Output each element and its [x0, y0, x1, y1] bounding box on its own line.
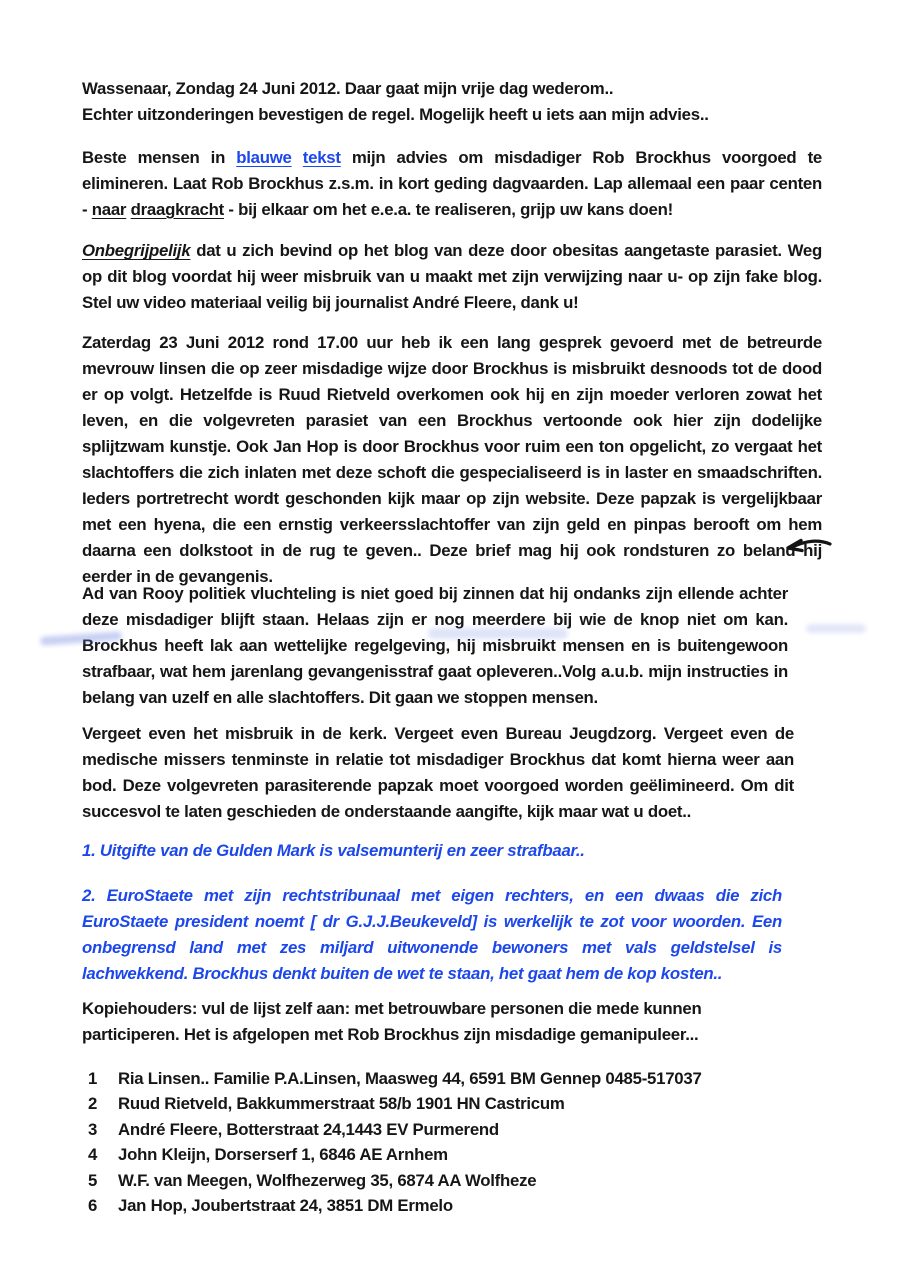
recipient-list — [82, 1066, 822, 1218]
blue-underlined-word-tekst: tekst — [302, 148, 341, 167]
recipient-number: 3 — [88, 1119, 98, 1139]
list-item — [82, 1117, 822, 1142]
list-item — [82, 1168, 822, 1193]
handwritten-left-arrow-icon — [781, 534, 833, 564]
scan-artifact — [806, 624, 866, 633]
underlined-word-draagkracht: draagkracht — [130, 200, 224, 219]
blue-underlined-word-blauwe: blauwe — [236, 148, 292, 167]
underlined-word-naar: naar — [91, 200, 127, 219]
intro-line-text: Echter uitzonderingen bevestigen de regel. Mogelijk heeft u iets aan mijn advies.. — [82, 105, 709, 124]
paragraph-vergeet: Vergeet even het misbruik in de kerk. Vergeet even Bureau Jeugdzorg. Vergeet even de medische missers tenminste in relatie tot misdadiger Brockhus dat komt hierna weer aan bod. Deze volgevreten parasiterende papzak moet voorgoed worden geëlimineerd. Om dit succesvol te laten geschieden de onderstaande aangifte, kijk maar wat u doet.. — [82, 724, 794, 821]
advice-segment-1: Beste mensen in — [82, 148, 237, 167]
list-item — [82, 1066, 822, 1091]
recipient-number: 5 — [88, 1170, 98, 1190]
lead-word-onbegrijpelijk: Onbegrijpelijk — [82, 241, 191, 260]
recipient-number: 1 — [88, 1069, 98, 1088]
recipient-text: André Fleere, Botterstraat 24,1443 EV Purmerend — [118, 1119, 499, 1139]
date-line-text: Wassenaar, Zondag 24 Juni 2012. Daar gaat mijn vrije dag wederom.. — [82, 79, 614, 98]
recipient-text: W.F. van Meegen, Wolfhezerweg 35, 6874 AA Wolfheze — [118, 1170, 537, 1190]
advice-segment-3: - bij elkaar om het e.e.a. te realiseren, grijp uw kans doen! — [223, 200, 673, 219]
recipient-number: 4 — [88, 1145, 98, 1165]
recipient-text: John Kleijn, Dorserserf 1, 6846 AE Arnhem — [118, 1145, 448, 1165]
list-item — [82, 1193, 822, 1218]
recipient-text: Ria Linsen.. Familie P.A.Linsen, Maasweg 44, 6591 BM Gennep 0485-517037 — [118, 1069, 702, 1088]
recipient-text: Ruud Rietveld, Bakkummerstraat 58/b 1901 HN Castricum — [118, 1094, 565, 1114]
blog-warning-text: dat u zich bevind op het blog van deze door obesitas aangetaste parasiet. Weg op dit blog voordat hij weer misbruik van u maakt met zijn verwijzing naar u- op zijn fake blog. Stel uw video materiaal veilig bij journalist André Fleere, dank u! — [82, 241, 822, 312]
paragraph-victims: Zaterdag 23 Juni 2012 rond 17.00 uur heb ik een lang gesprek gevoerd met de betreurde mevrouw linsen die op zeer misdadige wijze door Brockhus is misbruikt desnoods tot de dood er op volgt. Hetzelfde is Ruud Rietveld overkomen ook hij en zijn moeder verloren zowat het leven, en die volgevreten parasiet van een Brockhus vertoonde ook hier zijn dodelijke splijtzwam kunstje. Ook Jan Hop is door Brockhus voor ruim een ton opgelicht, zo vergaat het slachtoffers die zich inlaten met deze schoft die gespecialiseerd is in laster en smaadschriften. Ieders portretrecht wordt geschonden kijk maar op zijn website. Deze papzak is vergelijkbaar met een hyena, die een ernstig verkeersslachtoffer van zijn geld en pinpas berooft om hem daarna een dolkstoot in de rug te geven.. Deze brief mag hij ook rondsturen zo beland hij eerder in de gevangenis. — [82, 333, 822, 586]
paragraph-kopiehouders: Kopiehouders: vul de lijst zelf aan: met betrouwbare personen die mede kunnen participeren. Het is afgelopen met Rob Brockhus zijn misdadige gemanipuleer... — [82, 999, 702, 1044]
recipient-number: 2 — [88, 1094, 98, 1114]
blue-claim-1: 1. Uitgifte van de Gulden Mark is valsemunterij en zeer strafbaar.. — [82, 841, 585, 860]
letter-date-line — [82, 76, 822, 128]
paragraph-blog-warning — [82, 238, 822, 316]
list-item — [82, 1091, 822, 1116]
recipient-text: Jan Hop, Joubertstraat 24, 3851 DM Ermelo — [118, 1196, 453, 1216]
list-item — [82, 1142, 822, 1167]
blue-claim-2: 2. EuroStaete met zijn rechtstribunaal met eigen rechters, en een dwaas die zich EuroStaete president noemt [ dr G.J.J.Beukeveld] is werkelijk te zot voor woorden. Een onbegrensd land met zes miljard uitwonende bewoners met vals geldstelsel is lachwekkend. Brockhus denkt buiten de wet te staan, het gaat hem de kop kosten.. — [82, 886, 782, 983]
recipient-number: 6 — [88, 1196, 98, 1216]
advice-segment-2: mijn advies om misdadiger Rob Brockhus voorgoed te elimineren. Laat Rob Brockhus z.s.m. in kort geding dagvaarden. Lap allemaal een paar centen - — [82, 148, 823, 219]
paragraph-advice — [82, 145, 822, 223]
paragraph-ad-van-rooy: Ad van Rooy politiek vluchteling is niet goed bij zinnen dat hij ondanks zijn ellende achter deze misdadiger blijft staan. Helaas zijn er nog meerdere bij wie de knop niet om kan. Brockhus heeft lak aan wettelijke regelgeving, hij misbruikt mensen en is buitengewoon strafbaar, wat hem jarenlang gevangenisstraf gaat opleveren..Volg a.u.b. mijn instructies in belang van uzelf en alle slachtoffers. Dit gaan we stoppen mensen. — [82, 584, 788, 707]
